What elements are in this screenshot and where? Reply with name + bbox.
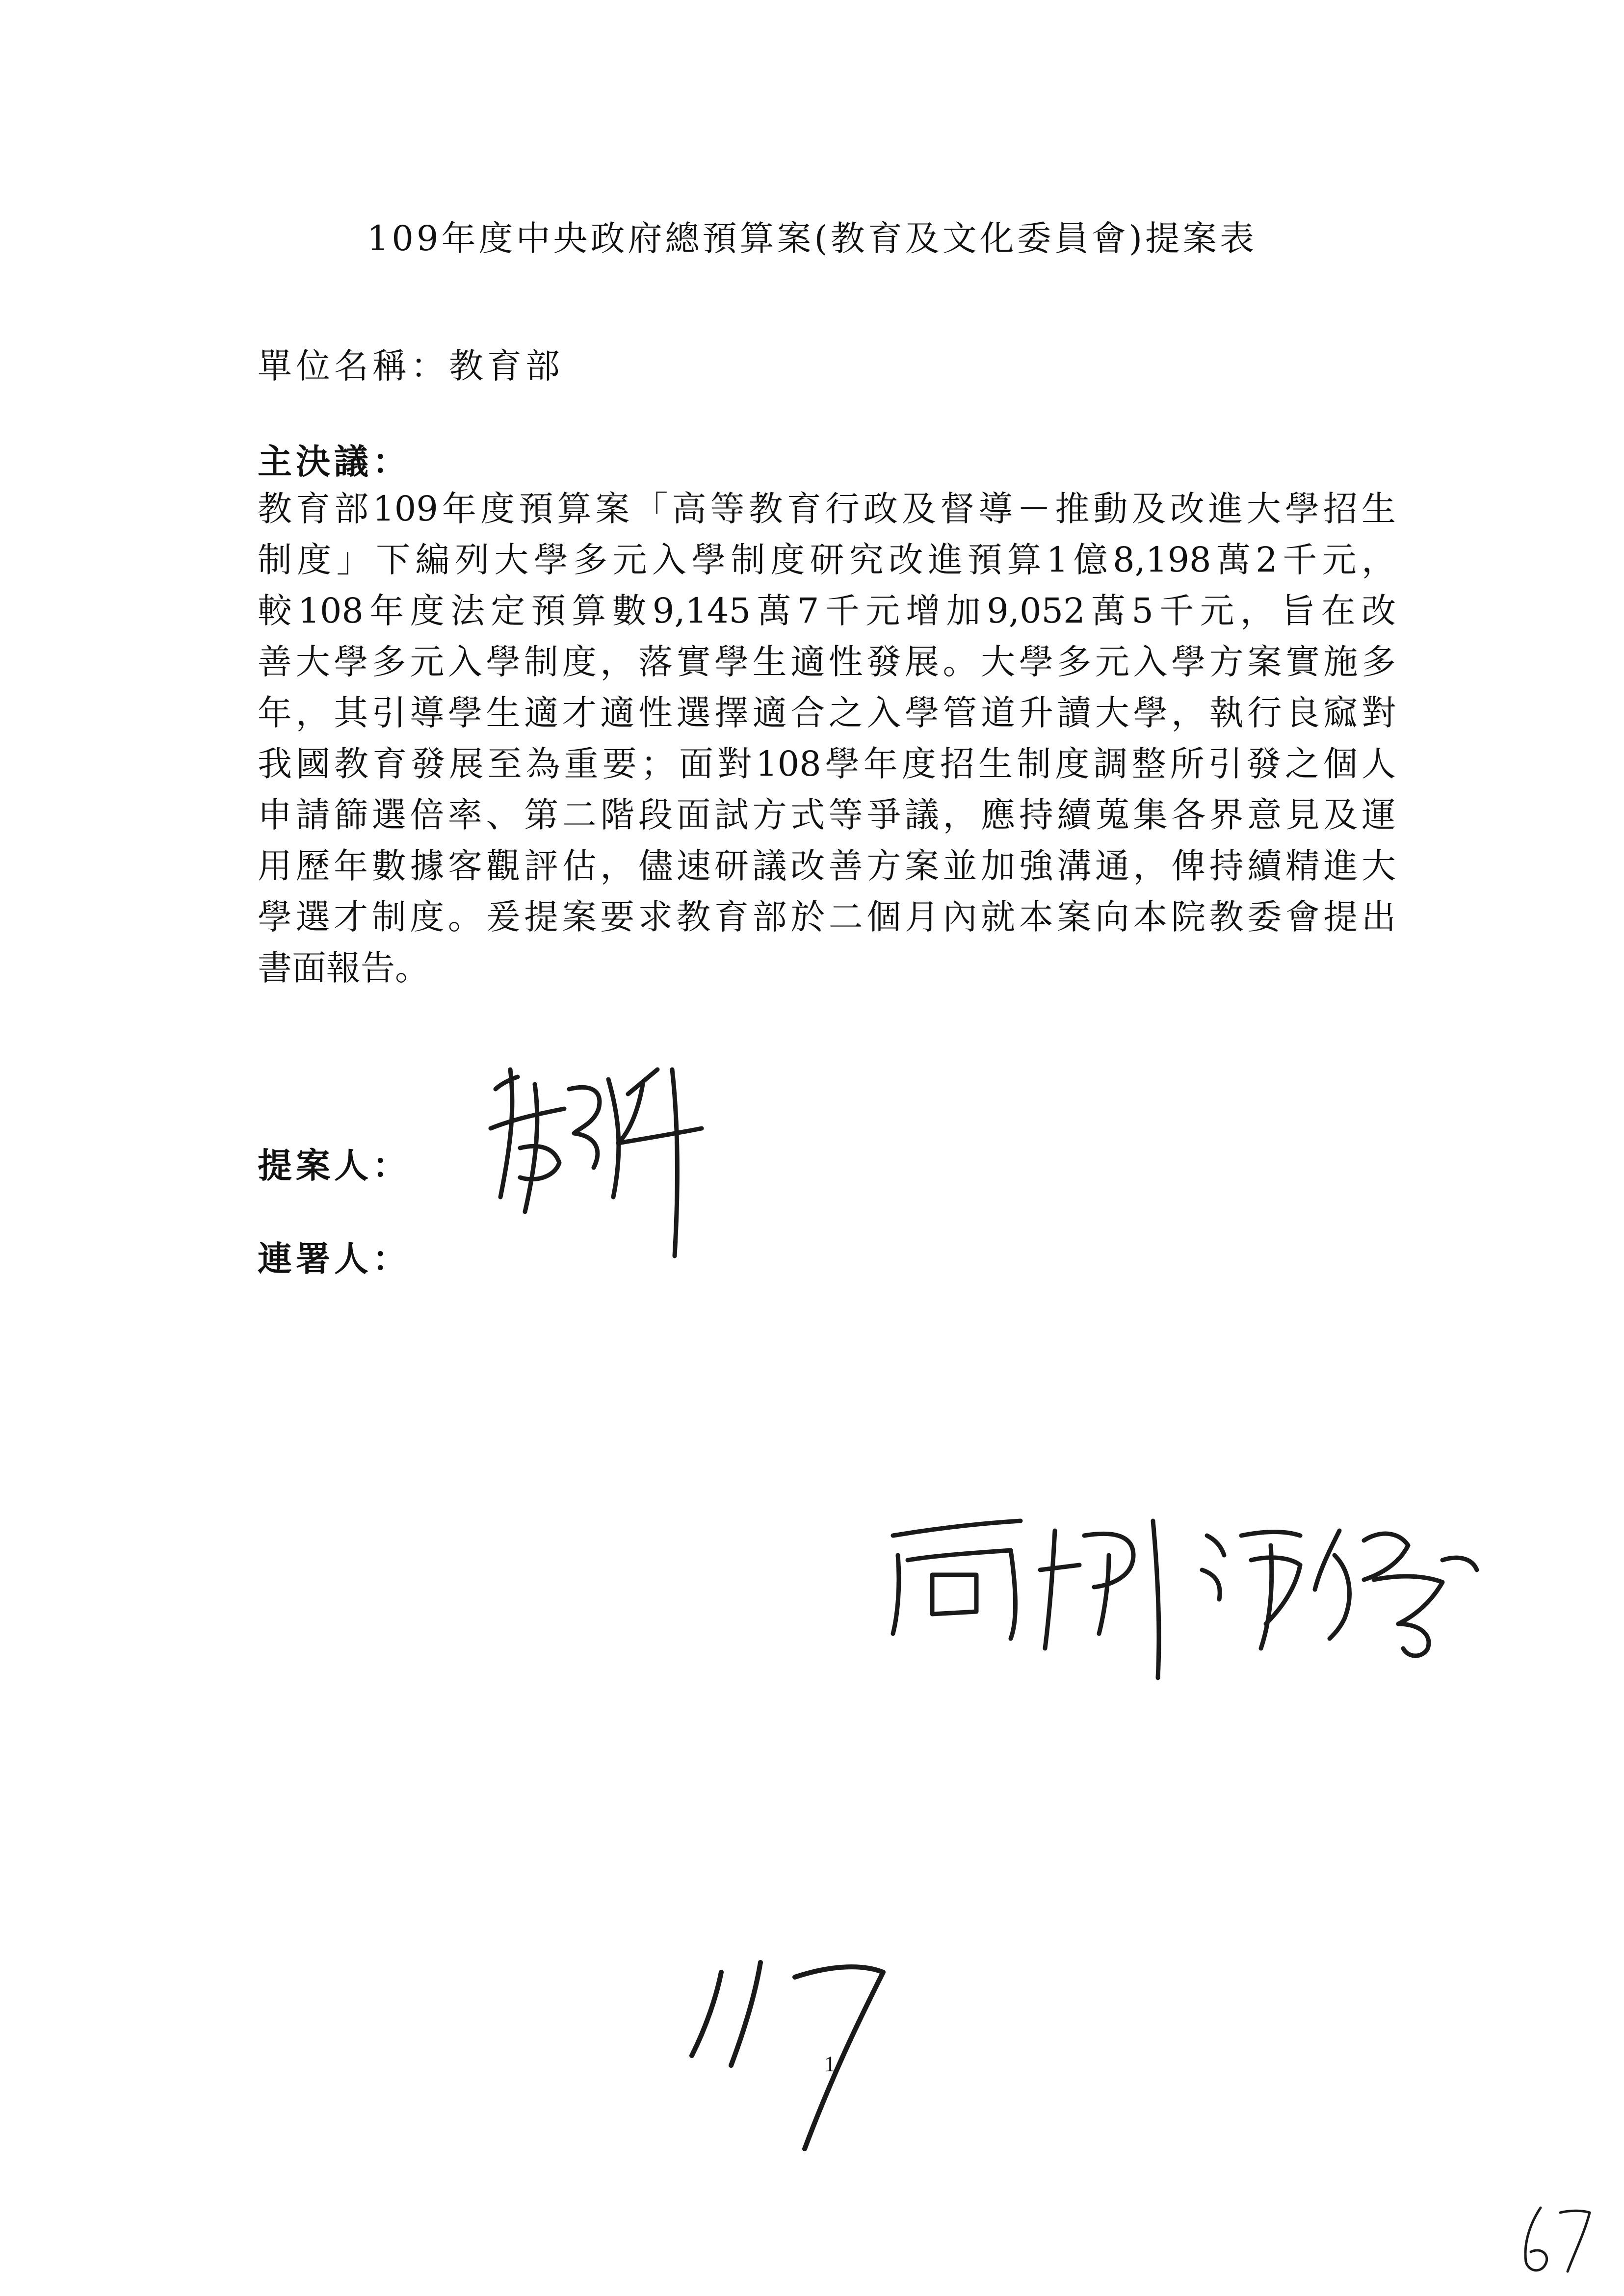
- page-number: 1: [824, 2051, 836, 2076]
- cosigner-signature: [878, 1501, 1516, 1688]
- resolution-line: 學選才制度。爰提案要求教育部於二個月內就本案向本院教委會提出: [258, 897, 1396, 937]
- handwritten-number-117: [677, 1943, 932, 2168]
- proposer-signature: [481, 1050, 736, 1276]
- resolution-line: 年，其引導學生適才適性選擇適合之入學管道升讀大學，執行良窳對: [258, 693, 1396, 733]
- resolution-line: 較108年度法定預算數9,145萬7千元增加9,052萬5千元，旨在改: [258, 591, 1396, 631]
- resolution-line: 制度」下編列大學多元入學制度研究改進預算1億8,198萬2千元，: [258, 540, 1396, 580]
- resolution-line: 我國教育發展至為重要；面對108學年度招生制度調整所引發之個人: [258, 744, 1396, 784]
- resolution-line: 書面報告。: [258, 948, 429, 988]
- resolution-body: [258, 483, 1396, 993]
- resolution-line: 教育部109年度預算案「高等教育行政及督導－推動及改進大學招生: [258, 489, 1396, 529]
- resolution-line: 善大學多元入學制度，落實學生適性發展。大學多元入學方案實施多: [258, 642, 1396, 682]
- cosigner-label: 連署人：: [258, 1238, 411, 1279]
- resolution-label: 主決議：: [258, 441, 411, 482]
- handwritten-corner-number-67: [1511, 2198, 1599, 2281]
- document-title: 109年度中央政府總預算案(教育及文化委員會)提案表: [367, 218, 1257, 259]
- resolution-line: 申請篩選倍率、第二階段面試方式等爭議，應持續蒐集各界意見及運: [258, 795, 1396, 835]
- resolution-line: 用歷年數據客觀評估，儘速研議改善方案並加強溝通，俾持續精進大: [258, 846, 1396, 886]
- proposer-label: 提案人：: [258, 1145, 411, 1186]
- unit-name: 單位名稱：教育部: [258, 346, 564, 386]
